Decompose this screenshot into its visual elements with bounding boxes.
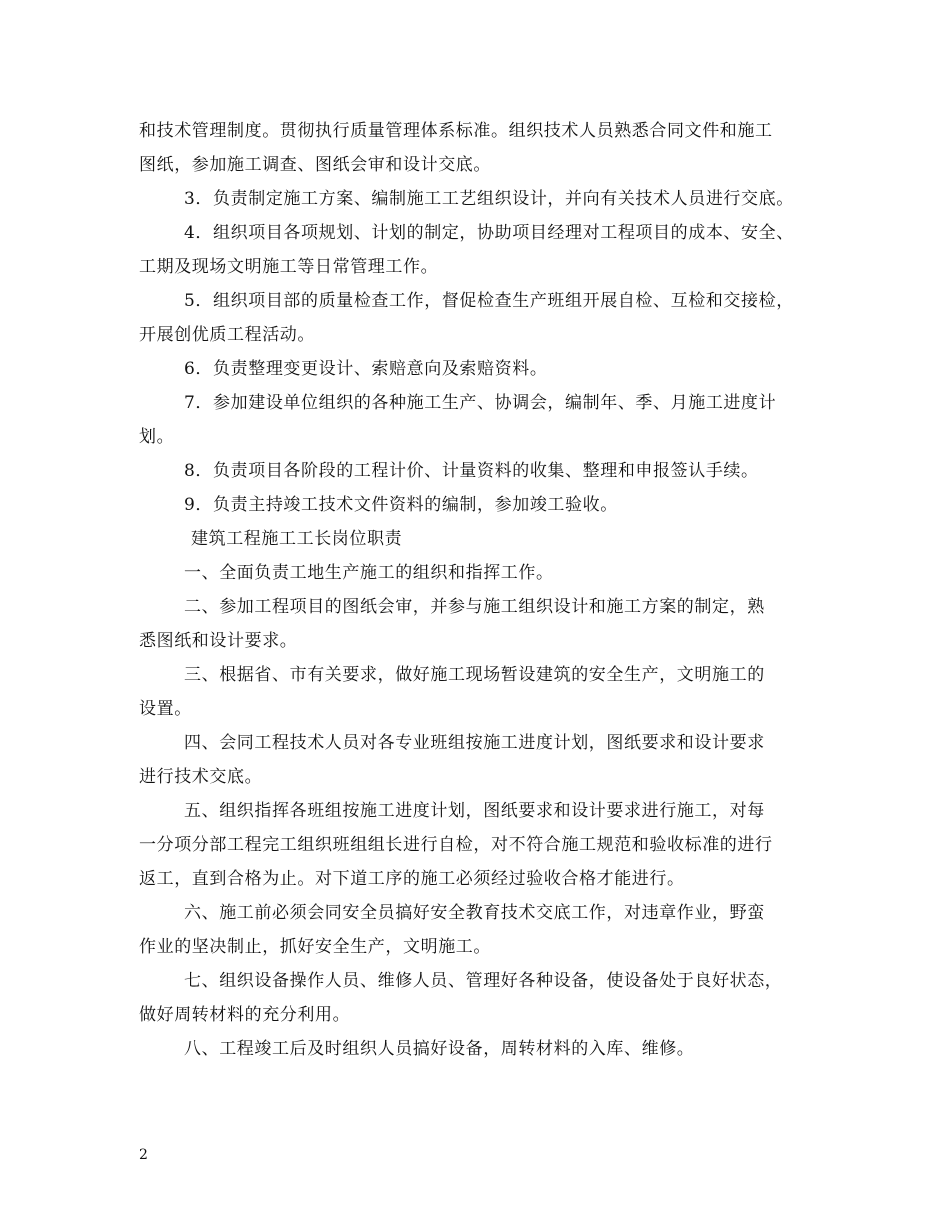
text-line: 划。 (139, 427, 175, 447)
text-line: 五、组织指挥各班组按施工进度计划，图纸要求和设计要求进行施工，对每 (184, 801, 765, 821)
text-line: 悉图纸和设计要求。 (139, 631, 298, 651)
text-line: 7．参加建设单位组织的各种施工生产、协调会，编制年、季、月施工进度计 (184, 393, 777, 413)
page-number: 2 (139, 1147, 148, 1163)
text-line: 六、施工前必须会同安全员搞好安全教育技术交底工作，对违章作业，野蛮 (184, 903, 765, 923)
text-line: 四、会同工程技术人员对各专业班组按施工进度计划，图纸要求和设计要求 (184, 733, 765, 753)
text-line: 一、全面负责工地生产施工的组织和指挥工作。 (184, 563, 554, 583)
text-line: 9．负责主持竣工技术文件资料的编制，参加竣工验收。 (184, 495, 618, 515)
text-line: 6．负责整理变更设计、索赔意向及索赔资料。 (184, 359, 548, 379)
text-line: 返工，直到合格为止。对下道工序的施工必须经过验收合格才能进行。 (139, 869, 685, 889)
text-line: 工期及现场文明施工等日常管理工作。 (139, 257, 439, 277)
text-line: 8．负责项目各阶段的工程计价、计量资料的收集、整理和申报签认手续。 (184, 461, 759, 481)
text-line: 作业的坚决制止，抓好安全生产，文明施工。 (139, 937, 491, 957)
text-line: 进行技术交底。 (139, 767, 263, 787)
text-line: 4．组织项目各项规划、计划的制定，协助项目经理对工程项目的成本、安全、 (184, 223, 794, 243)
text-line: 3．负责制定施工方案、编制施工工艺组织设计，并向有关技术人员进行交底。 (184, 189, 794, 209)
text-line: 三、根据省、市有关要求，做好施工现场暂设建筑的安全生产，文明施工的 (184, 665, 765, 685)
section-heading: 建筑工程施工工长岗位职责 (191, 529, 403, 549)
text-line: 设置。 (139, 699, 192, 719)
text-line: 5．组织项目部的质量检查工作，督促检查生产班组开展自检、互检和交接检， (184, 291, 794, 311)
text-line: 八、工程竣工后及时组织人员搞好设备，周转材料的入库、维修。 (184, 1039, 695, 1059)
text-line: 图纸，参加施工调查、图纸会审和设计交底。 (139, 155, 491, 175)
text-line: 开展创优质工程活动。 (139, 325, 315, 345)
document-body (139, 114, 819, 1066)
text-line: 和技术管理制度。贯彻执行质量管理体系标准。组织技术人员熟悉合同文件和施工 (139, 121, 773, 141)
text-line: 七、组织设备操作人员、维修人员、管理好各种设备，使设备处于良好状态， (184, 971, 783, 991)
text-line: 做好周转材料的充分利用。 (139, 1005, 351, 1025)
text-line: 一分项分部工程完工组织班组组长进行自检，对不符合施工规范和验收标准的进行 (139, 835, 773, 855)
text-line: 二、参加工程项目的图纸会审，并参与施工组织设计和施工方案的制定，熟 (184, 597, 765, 617)
